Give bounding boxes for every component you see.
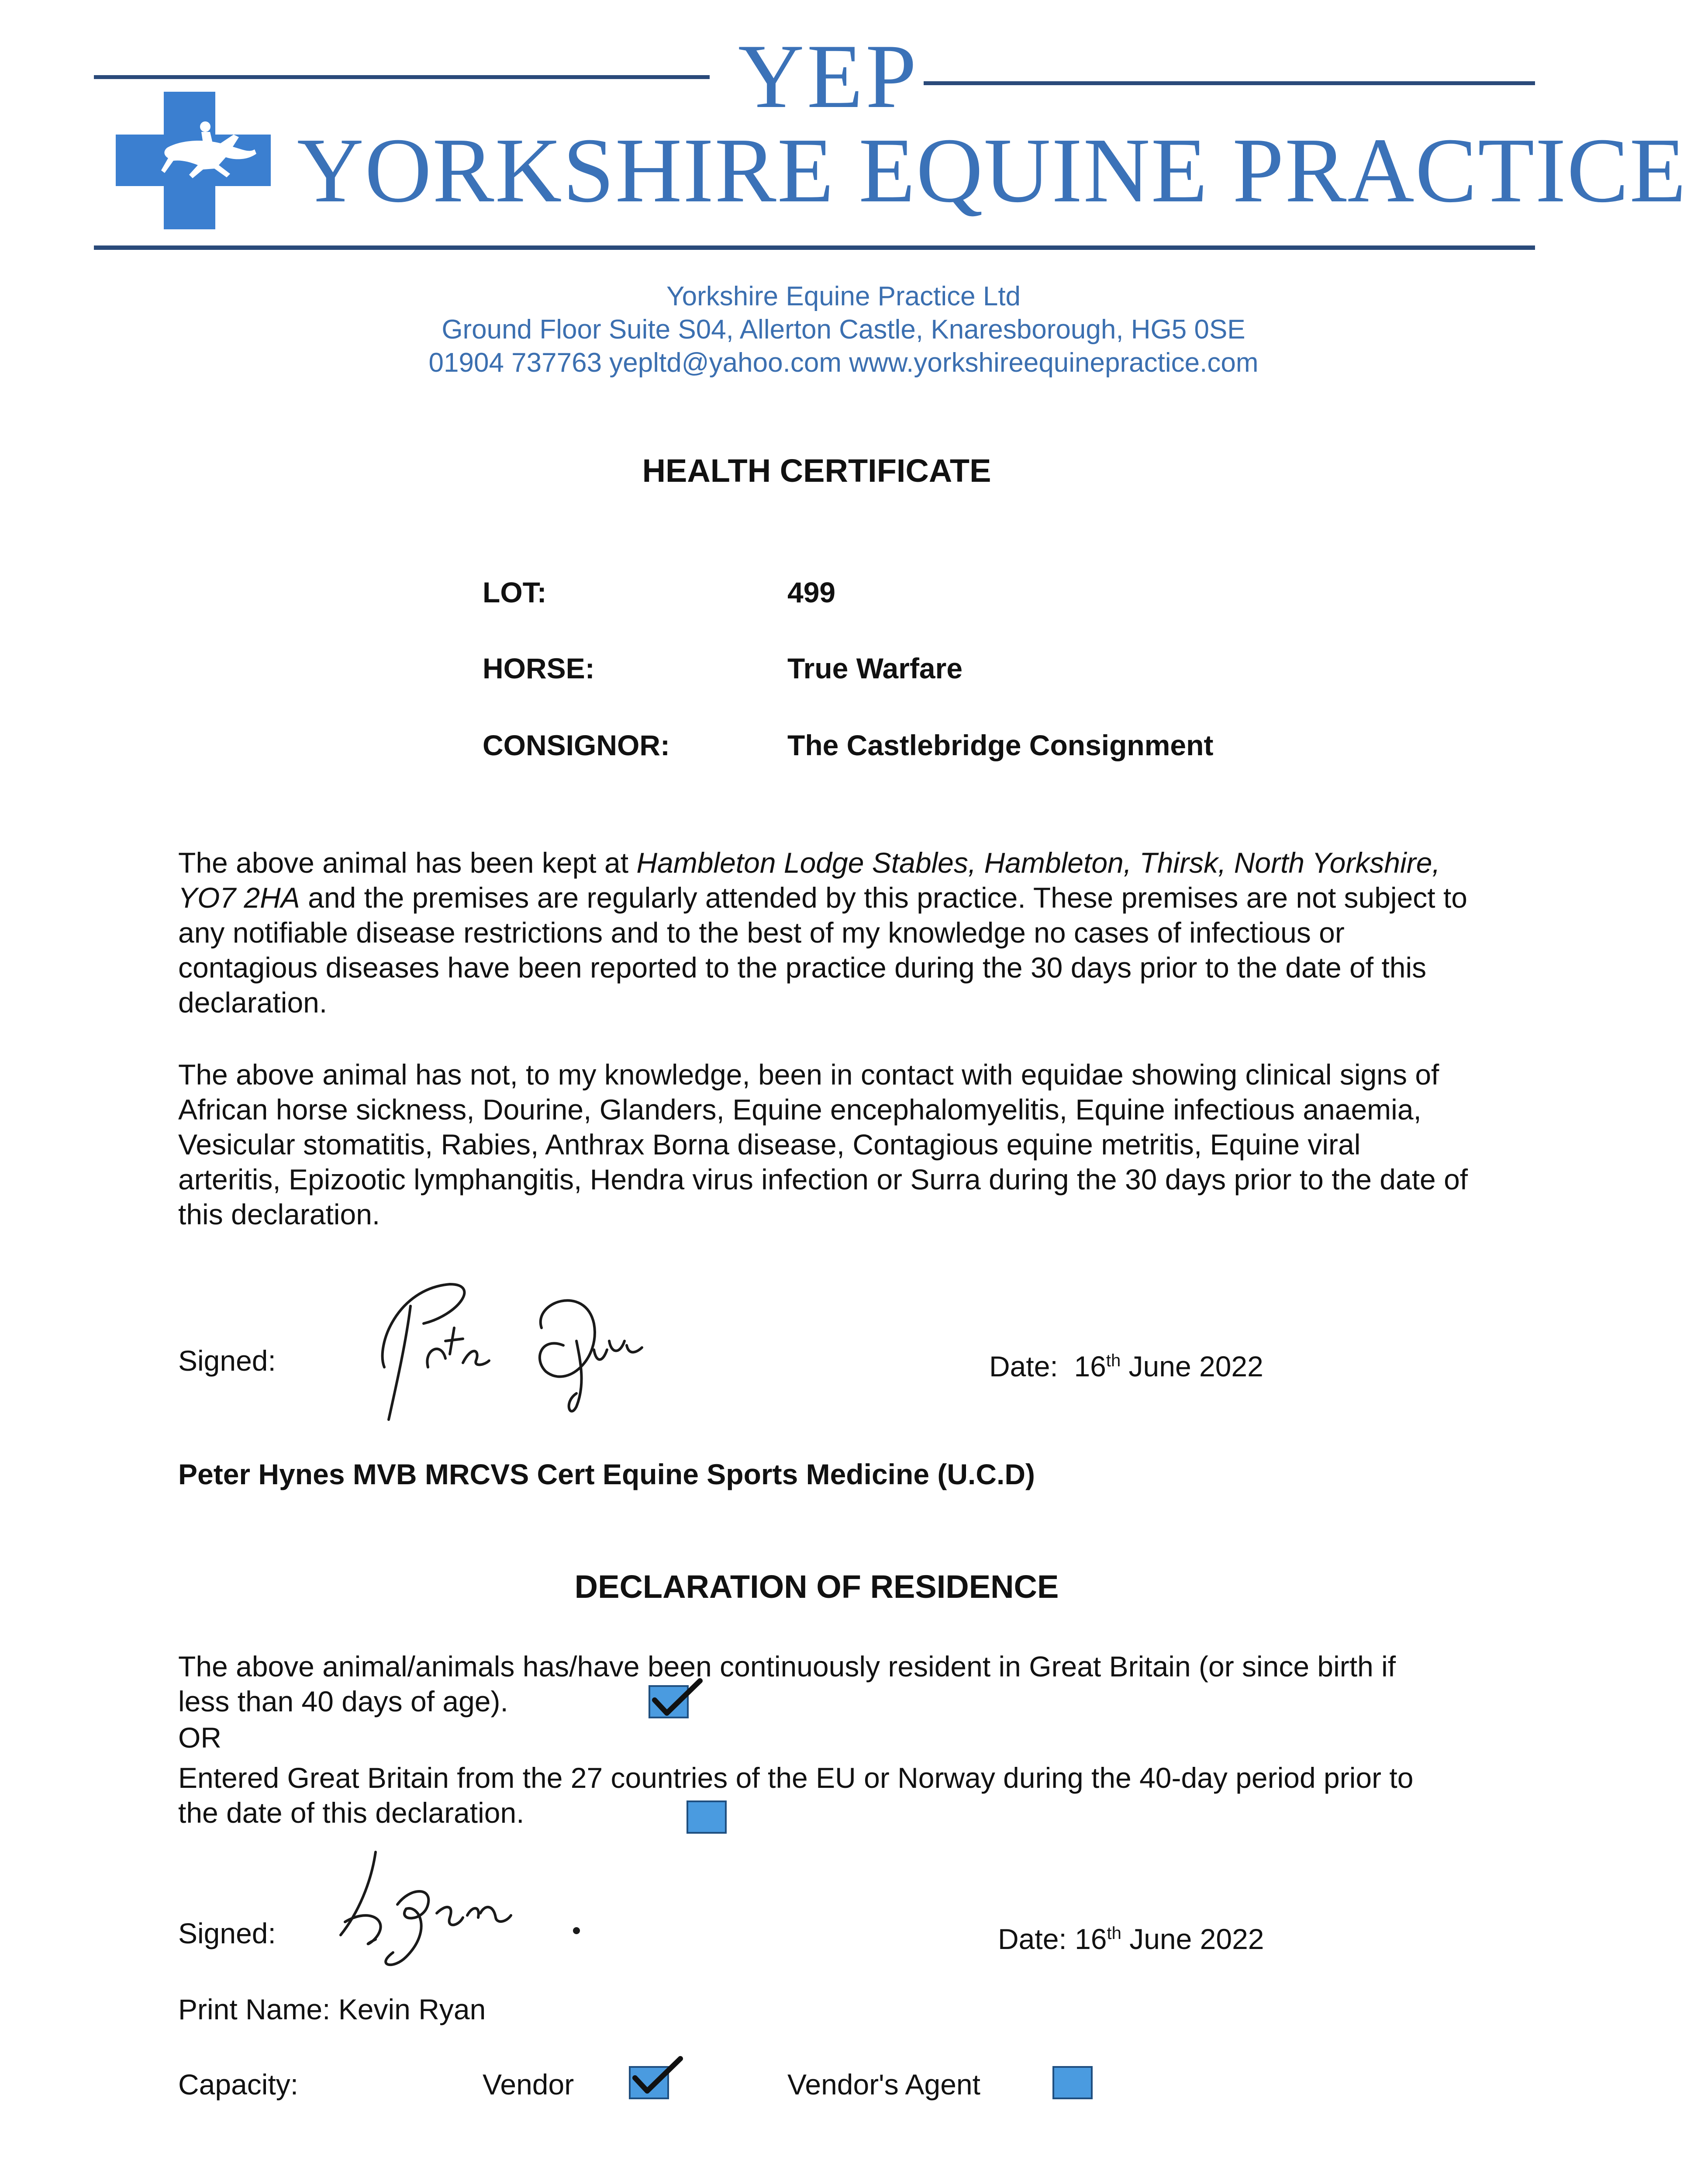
consignor-value: The Castlebridge Consignment	[787, 729, 1214, 761]
disease-contact-paragraph: The above animal has not, to my knowledge, been in contact with equidae showing clinical signs of African horse sickness, Dourine, Glanders, Equine encephalomyelitis, Equine infectious anaemia, Vesicular stomatitis, Rabies, Anthrax Borna disease, Contagious equine metritis, Equine viral arteritis, Epizootic lymphangitis, Hendra virus infection or Surra during the 30 days prior to the date of this declaration.	[178, 1058, 1468, 1230]
vet-date-rest: June 2022	[1121, 1350, 1263, 1382]
vet-signed-label: Signed:	[178, 1344, 276, 1377]
vendor-signed-label: Signed:	[178, 1917, 276, 1949]
premises-text-start: The above animal has been kept at	[178, 847, 637, 879]
print-name: Print Name: Kevin Ryan	[178, 1993, 486, 2025]
vendor-date-rest: June 2022	[1121, 1923, 1264, 1955]
vendors-agent-checkbox[interactable]	[1052, 2066, 1093, 2099]
premises-location: Hambleton Lodge Stables, Hambleton, Thirsk, North Yorkshire, YO7 2HA	[178, 847, 1440, 914]
website-link[interactable]: www.yorkshireequinepractice.com	[849, 348, 1259, 378]
lot-label: LOT:	[483, 576, 547, 608]
horse-value: True Warfare	[787, 652, 963, 684]
premises-text-end: and the premises are regularly attended by this practice. These premises are not subject to any notifiable disease restrictions and to the best of my knowledge no cases of infectious or contagious diseases have been reported to the practice during the 30 days prior to the date of this declaration.	[178, 881, 1467, 1019]
company-contact-line	[0, 346, 1687, 380]
vendor-date	[998, 1916, 1264, 1956]
capacity-label: Capacity:	[178, 2068, 299, 2101]
consignor-label: CONSIGNOR:	[483, 729, 670, 761]
vendor-label: Vendor	[483, 2068, 574, 2101]
residence-option-1-text: The above animal/animals has/have been continuously resident in Great Britain (or since birth if less than 40 days of age).	[178, 1650, 1396, 1717]
bottom-rule	[94, 245, 1535, 250]
residence-option-2	[178, 1760, 1445, 1830]
vendor-date-label: Date:	[998, 1923, 1067, 1955]
phone: 01904 737763	[428, 348, 602, 378]
lot-value: 499	[787, 576, 836, 608]
or-label: OR	[178, 1721, 221, 1754]
vet-date-suffix: th	[1106, 1351, 1121, 1370]
residence-option-2-checkbox[interactable]	[687, 1800, 727, 1834]
cross-horse-logo-icon	[116, 92, 271, 229]
residence-option-2-text: Entered Great Britain from the 27 countries of the EU or Norway during the 40-day period prior to the date of this declaration.	[178, 1762, 1414, 1829]
top-rule-right	[924, 81, 1535, 85]
vendor-date-day: 16	[1075, 1923, 1107, 1955]
residence-option-1-check-icon	[649, 1677, 705, 1721]
vet-date	[989, 1343, 1263, 1384]
vet-date-label: Date:	[989, 1350, 1058, 1382]
email-link[interactable]: yepltd@yahoo.com	[609, 348, 842, 378]
residence-title: DECLARATION OF RESIDENCE	[574, 1569, 1059, 1605]
vendor-signature	[332, 1843, 594, 1974]
vendor-date-suffix: th	[1107, 1924, 1121, 1943]
health-certificate-title: HEALTH CERTIFICATE	[642, 453, 991, 489]
company-name: Yorkshire Equine Practice Ltd	[666, 281, 1021, 311]
vendors-agent-label: Vendor's Agent	[787, 2068, 980, 2101]
horse-label: HORSE:	[483, 652, 595, 684]
vet-name: Peter Hynes MVB MRCVS Cert Equine Sports Medicine (U.C.D)	[178, 1458, 1035, 1490]
premises-paragraph	[178, 845, 1471, 1020]
vet-date-day: 16	[1074, 1350, 1106, 1382]
residence-option-1	[178, 1649, 1445, 1719]
practice-name: YORKSHIRE EQUINE PRACTICE	[297, 119, 1687, 221]
top-rule-left	[94, 75, 710, 79]
vendor-check-icon	[629, 2055, 686, 2099]
practice-abbr: YEP	[738, 26, 919, 127]
vet-signature	[358, 1275, 673, 1433]
company-address: Ground Floor Suite S04, Allerton Castle, Knaresborough, HG5 0SE	[442, 314, 1245, 345]
